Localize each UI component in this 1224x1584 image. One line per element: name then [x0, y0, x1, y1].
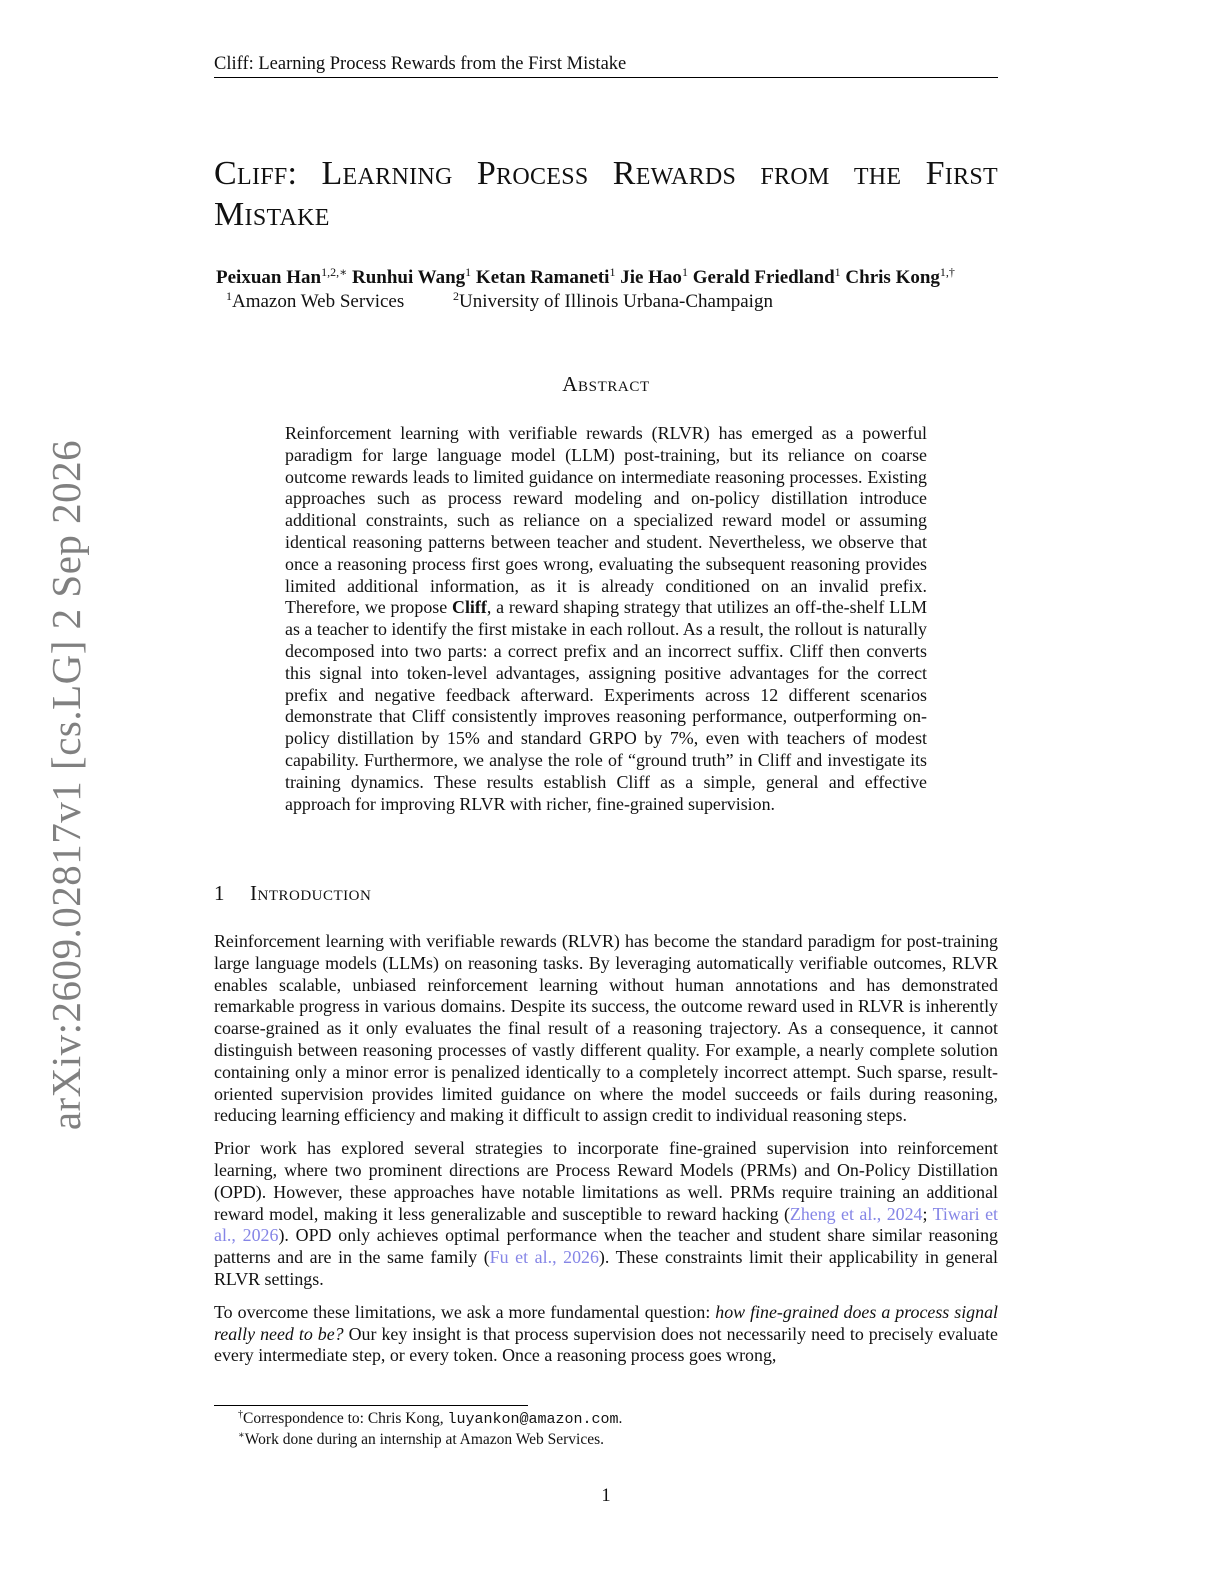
running-header: Cliff: Learning Process Rewards from the First Mistake [214, 52, 998, 78]
author-affiliation-mark: 1,† [939, 265, 955, 279]
affiliation-mark: 2 [452, 289, 459, 303]
author-affiliation-mark: 1 [465, 265, 472, 279]
affiliation-name: Amazon Web Services [232, 291, 405, 312]
paragraph-text: Prior work has explored several strategies to incorporate fine-grained supervision into reinforcement learning, where two prominent directions are Process Reward Models (PRMs) and On-Policy Distillation (OPD). However, these approaches have notable limitations as well. PRMs require training an additional reward model, making it less generalizable and susceptible to reward hacking ( [214, 1138, 998, 1224]
footnote-divider [214, 1405, 528, 1406]
abstract-text-part: Reinforcement learning with verifiable rewards (RLVR) has emerged as a powerful paradigm for large language model (LLM) post-training, but its reliance on coarse outcome rewards leads to limited guidance on intermediate reasoning processes. Existing approaches such as process reward modeling and on-policy distillation introduce additional constraints, such as reliance on a specialized reward model or assuming identical reasoning patterns between teacher and student. Nevertheless, we observe that once a reasoning process first goes wrong, evaluating the subsequent reasoning provides limited additional information, as it is already conditioned on an invalid prefix. Therefore, we propose [285, 423, 927, 618]
author-list [216, 266, 1016, 290]
section-number: 1 [214, 881, 225, 905]
citation-link[interactable]: Zheng et al., 2024 [789, 1203, 923, 1224]
paragraph-text: To overcome these limitations, we ask a more fundamental question: [214, 1301, 716, 1322]
citation-author: Zheng et al. [789, 1203, 877, 1224]
author-affiliation-mark: 1 [681, 265, 688, 279]
author-name: Chris Kong [845, 267, 940, 288]
author-affiliation-mark: 1,2,∗ [321, 265, 348, 279]
footnote-text: Work done during an internship at Amazon Web Services. [244, 1431, 605, 1448]
email-address: luyankon@amazon.com [447, 1411, 619, 1428]
affiliation [226, 291, 404, 312]
citation-author: Fu et al. [489, 1247, 553, 1268]
citation-link[interactable]: Fu et al., 2026 [489, 1247, 599, 1268]
author-name: Jie Hao [620, 267, 682, 288]
page-number: 1 [601, 1486, 611, 1506]
paper-title: Cliff: Learning Process Rewards from the First Mistake [214, 155, 998, 233]
author-name: Ketan Ramaneti [475, 267, 610, 288]
author-affiliation-mark: 1 [609, 265, 616, 279]
method-name: Cliff [452, 597, 487, 618]
arxiv-identifier-stamp: arXiv:2609.02817v1 [cs.LG] 2 Sep 2026 [43, 439, 89, 1131]
section-title: Introduction [250, 881, 372, 905]
paragraph-text: ). These constraints limit their applicability in general RLVR settings. [214, 1247, 998, 1289]
citation-link[interactable]: Tiwari et al., 2026 [214, 1203, 998, 1246]
abstract-text-part: , a reward shaping strategy that utilizes an off-the-shelf LLM as a teacher to identify the first mistake in each rollout. As a result, the rollout is naturally decomposed into two parts: a correct prefix and an incorrect suffix. Cliff then converts this signal into token-level advantages, assigning positive advantages for the correct prefix and negative feedback afterward. Experiments across 12 different scenarios demonstrate that Cliff consistently improves reasoning performance, outperforming on-policy distillation by 15% and standard GRPO by 7%, even with teachers of modest capability. Furthermore, we analyse the role of “ground truth” in Cliff and investigate its training dynamics. These results establish Cliff as a simple, general and effective approach for improving RLVR with richer, fine-grained supervision. [285, 597, 927, 814]
affiliation-mark: 1 [226, 289, 232, 303]
affiliation-name: University of Illinois Urbana-Champaign [458, 291, 773, 312]
footnote-correspondence [238, 1409, 978, 1430]
footnote-text: . [618, 1410, 623, 1427]
author-name: Gerald Friedland [692, 267, 835, 288]
author-name: Runhui Wang [351, 267, 466, 288]
footnote-internship [238, 1430, 978, 1450]
footnote-mark: † [238, 1409, 243, 1420]
affiliation [453, 291, 773, 312]
paragraph [214, 1302, 998, 1367]
paragraph-text: ). OPD only achieves optimal performance when the teacher and student share similar reasoning patterns and are in the same family ( [214, 1225, 998, 1268]
abstract-text [285, 423, 927, 815]
paragraph: Prior work has explored several strategies to incorporate fine-grained supervision into reinforcement learning, where two prominent directions are Process Reward Models (PRMs) and On-Policy Distillation (OPD). However, these approaches have notable limitations as well. PRMs require training an additional reward model, making it less generalizable and susceptible to reward hacking (Zheng et al., 2024; Tiwari et al., 2026). OPD only achieves optimal performance when the teacher and student share similar reasoning patterns and are in the same family (Fu et al., 2026). These constraints limit their applicability in general RLVR settings. [214, 1138, 998, 1289]
paragraph: Reinforcement learning with verifiable rewards (RLVR) has become the standard paradigm for post-training large language models (LLMs) on reasoning tasks. By leveraging automatically verifiable outcomes, RLVR enables scalable, unbiased reinforcement learning without human annotations and has demonstrated remarkable progress in various domains. Despite its success, the outcome reward used in RLVR is inherently coarse-grained as it only evaluates the final result of a reasoning trajectory. As a consequence, it cannot distinguish between reasoning processes of vastly different quality. For example, a nearly complete solution containing only a minor error is penalized identically to a completely incorrect attempt. Such sparse, result-oriented supervision provides limited guidance on where the model succeeds or fails during reasoning, reducing learning efficiency and making it difficult to assign credit to individual reasoning steps. [214, 931, 998, 1126]
abstract-heading: Abstract [562, 372, 650, 396]
affiliation-list [226, 290, 1006, 314]
section-heading [214, 880, 998, 906]
citation-year: 2024 [886, 1203, 923, 1224]
introduction-body [214, 931, 998, 1378]
author-affiliation-mark: 1 [834, 265, 841, 279]
footnote-text: Correspondence to: Chris Kong, [243, 1410, 448, 1427]
citation-year: 2026 [242, 1225, 279, 1246]
paragraph-text: Our key insight is that process supervision does not necessarily need to precisely evaluate every intermediate step, or every token. Once a reasoning process goes wrong, [214, 1323, 998, 1366]
footnote-mark: ∗ [238, 1430, 245, 1441]
author-name: Peixuan Han [216, 267, 322, 288]
citation-year: 2026 [563, 1247, 599, 1268]
key-question: how fine-grained does a process signal really need to be? [214, 1301, 998, 1344]
footnotes [238, 1409, 978, 1450]
citation-author: Tiwari et al. [214, 1203, 998, 1246]
